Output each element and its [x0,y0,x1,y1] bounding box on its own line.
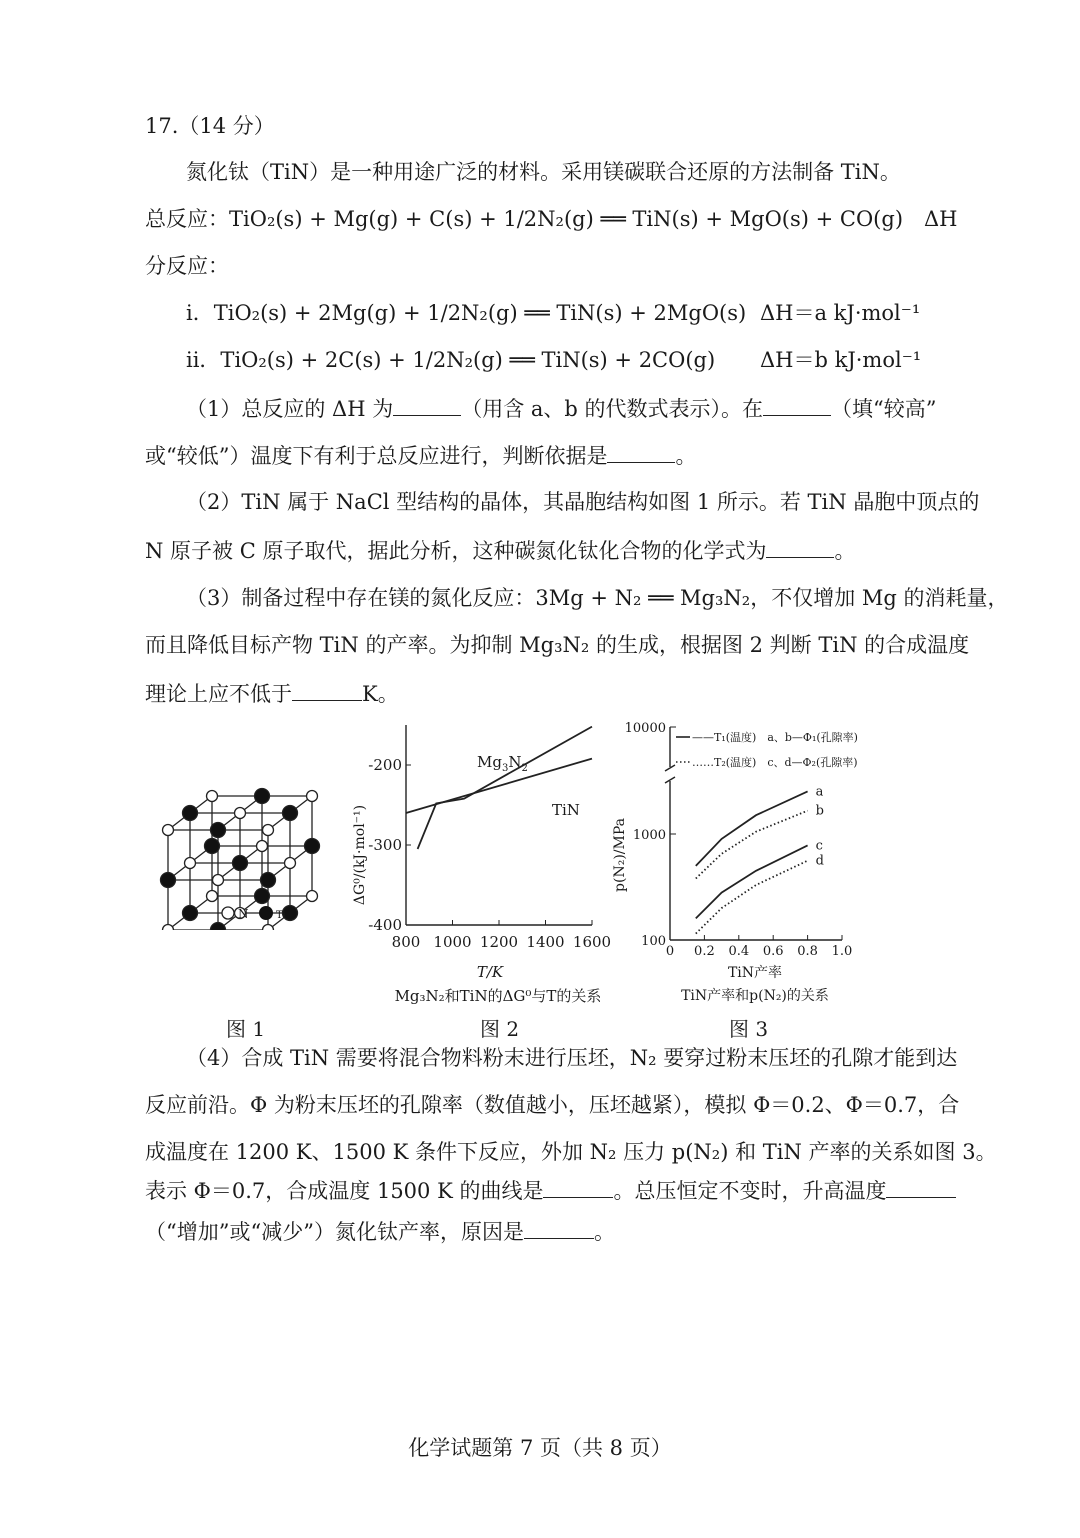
part1-text-b: （用含 a、b 的代数式表示）。在 [461,397,764,421]
x-tick-label: 1400 [526,933,565,951]
x-tick-label: 1200 [479,933,519,951]
x-tick-label: 1000 [433,933,472,951]
part2-text-b: N 原子被 C 原子取代，据此分析，这种碳氮化钛化合物的化学式为 [145,539,767,563]
part2-text-c: 。 [834,539,856,563]
part3-text-c: 理论上应不低于 [145,682,292,706]
part4-line4 [145,1175,956,1205]
part4-text-d: 表示 Φ＝0.7，合成温度 1500 K 的曲线是 [145,1179,544,1203]
n-atom [163,825,174,836]
n-atom [307,791,318,802]
series-line-mg3n2 [418,727,592,849]
x-tick-label: 0.4 [728,944,750,959]
ti-atom [211,823,226,838]
figure1-crystal-cell [150,770,335,930]
x-tick-label: 0.8 [797,944,818,959]
question-number: 17.（14 分） [145,114,275,138]
legend-ti-label: Ti [276,910,286,921]
n-atom [285,858,296,869]
y-tick-label: -400 [368,916,402,934]
ti-atom [183,806,198,821]
part3-line3 [145,678,399,708]
ti-atom [305,839,320,854]
answer-blank-4[interactable] [766,535,834,558]
n-atom [257,841,268,852]
question-intro: 氮化钛（TiN）是一种用途广泛的材料。采用镁碳联合还原的方法制备 TiN。 [186,160,901,184]
series-label-c: c [815,838,823,854]
figure3-chart [610,715,910,1010]
series-label-tin: TiN [552,801,580,819]
part3-line2: 而且降低目标产物 TiN 的产率。为抑制 Mg₃N₂ 的生成，根据图 2 判断 TiN 的合成温度 [145,633,970,657]
part1-text-e: 。 [675,444,697,468]
figure3-legend-2: ……T₂(温度) c、d—Φ₂(孔隙率) [692,756,858,769]
legend-ti-icon [259,906,273,920]
page-footer: 化学试题第 7 页（共 8 页） [408,1436,672,1460]
answer-blank-6[interactable] [543,1175,613,1198]
series-line-c [696,845,808,918]
answer-blank-8[interactable] [524,1216,594,1239]
ti-atom [205,839,220,854]
ti-atom [233,856,248,871]
ti-atom [183,906,198,921]
x-tick-label: 1600 [572,933,612,951]
series-line-a [696,791,808,866]
part4-line2: 反应前沿。Φ 为粉末压坯的孔隙率（数值越小，压坯越紧），模拟 Φ＝0.2、Φ＝0.7，合 [145,1093,960,1117]
series-label-b: b [815,803,824,819]
part3-line1: （3）制备过程中存在镁的氮化反应：3Mg + N₂ ══ Mg₃N₂，不仅增加 Mg 的消耗量， [186,586,1009,610]
ti-atom [255,889,270,904]
figure3-ylabel: p(N₂)/MPa [612,818,628,892]
n-atom [213,875,224,886]
part4-line5 [145,1216,615,1246]
x-tick-label: 800 [391,933,421,951]
n-atom [185,858,196,869]
series-label-d: d [815,853,824,869]
figure3-title: TiN产率和p(N₂)的关系 [681,988,829,1004]
part1-text-c: （填“较高” [831,397,937,421]
part1-line1 [186,393,937,423]
answer-blank-5[interactable] [292,678,362,701]
part2-line1: （2）TiN 属于 NaCl 型结构的晶体，其晶胞结构如图 1 所示。若 TiN 晶胞中顶点的 [186,490,980,514]
n-atom [307,891,318,902]
ti-atom [283,806,298,821]
figure3-caption: 图 3 [729,1017,769,1041]
series-line-d [696,861,808,934]
part1-text-a: （1）总反应的 ΔH 为 [186,397,394,421]
answer-blank-7[interactable] [886,1175,956,1198]
part4-text-e: 。总压恒定不变时，升高温度 [613,1179,887,1203]
part3-text-d: K。 [362,682,399,706]
part2-line2 [145,535,855,565]
n-atom [207,791,218,802]
y-tick-label: 1000 [632,828,666,843]
ti-atom [161,873,176,888]
reaction-i: i．TiO₂(s) + 2Mg(g) + 1/2N₂(g) ══ TiN(s) + 2MgO(s) [186,301,747,325]
figure2-caption: 图 2 [480,1017,520,1041]
part4-line1: （4）合成 TiN 需要将混合物料粉末进行压坯，N₂ 要穿过粉末压坯的孔隙才能到达 [186,1046,958,1070]
figure2-chart [340,715,625,1010]
sub-reaction-label: 分反应： [145,254,229,278]
figure3-legend-1: ——T₁(温度) a、b—Φ₁(孔隙率) [692,731,858,744]
part4-text-g: 。 [593,1220,615,1244]
part1-text-d: 或“较低”）温度下有利于总反应进行，判断依据是 [145,444,608,468]
x-tick-label: 0.6 [762,944,784,959]
n-atom [263,825,274,836]
reaction-ii: ii．TiO₂(s) + 2C(s) + 1/2N₂(g) ══ TiN(s) + 2CO(g) [186,348,716,372]
x-tick-label: 0 [665,944,675,959]
n-atom [207,891,218,902]
reaction-i-enthalpy: ΔH＝a kJ·mol⁻¹ [760,301,921,325]
ti-atom [261,873,276,888]
ti-atom [211,923,226,931]
legend-n-icon [222,907,234,919]
reaction-ii-enthalpy: ΔH＝b kJ·mol⁻¹ [760,348,922,372]
n-atom [263,925,274,931]
series-label-a: a [815,784,824,800]
figure1-caption: 图 1 [226,1017,266,1041]
legend-n-label: N [238,907,249,921]
series-label-mg3n2: $Mg_3N_2$ [477,753,528,774]
n-atom [163,925,174,931]
ti-atom [255,789,270,804]
n-atom [235,808,246,819]
answer-blank-3[interactable] [607,440,675,463]
part1-line2 [145,440,696,470]
part4-text-f: （“增加”或“减少”）氮化钛产率，原因是 [145,1220,524,1244]
figure2-xlabel: T/K [476,963,504,981]
y-tick-label: -200 [368,756,402,774]
figure3-xlabel: TiN产率 [727,965,783,981]
answer-blank-2[interactable] [763,393,831,416]
y-tick-label: -300 [368,836,402,854]
figure2-ylabel: ΔG⁰/(kJ·mol⁻¹) [352,804,368,906]
x-tick-label: 0.2 [694,944,715,959]
y-tick-label: 10000 [624,721,666,736]
part4-line3: 成温度在 1200 K、1500 K 条件下反应，外加 N₂ 压力 p(N₂) 和 TiN 产率的关系如图 3。 [145,1140,997,1164]
total-reaction: 总反应：TiO₂(s) + Mg(g) + C(s) + 1/2N₂(g) ══ TiN(s) + MgO(s) + CO(g) ΔH [145,207,958,231]
x-tick-label: 1.0 [831,944,853,959]
answer-blank-1[interactable] [393,393,461,416]
figure2-title: Mg₃N₂和TiN的ΔG⁰与T的关系 [394,987,602,1005]
y-tick-label: 100 [641,934,666,949]
